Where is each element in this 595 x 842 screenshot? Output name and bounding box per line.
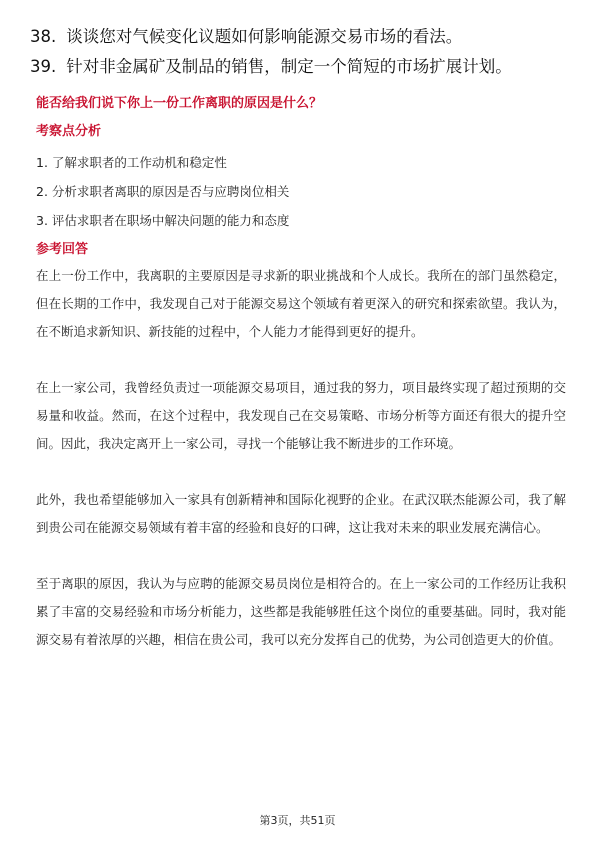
analysis-point: 1. 了解求职者的工作动机和稳定性 bbox=[36, 155, 227, 170]
list-item bbox=[30, 22, 570, 52]
question-number: 39. bbox=[30, 57, 57, 76]
question-list bbox=[30, 22, 570, 82]
reference-answer bbox=[36, 262, 566, 654]
page-number: 第3页，共51页 bbox=[259, 814, 336, 827]
answer-paragraph: 至于离职的原因，我认为与应聘的能源交易员岗位是相符合的。在上一家公司的工作经历让我积累了丰富的交易经验和市场分析能力，这些都是我能够胜任这个岗位的重要基础。同时，我对能源交易有着浓厚的兴趣，相信在贵公司，我可以充分发挥自己的优势，为公司创造更大的价值。 bbox=[36, 576, 566, 647]
answer-paragraph: 在上一家公司，我曾经负责过一项能源交易项目，通过我的努力，项目最终实现了超过预期的交易量和收益。然而，在这个过程中，我发现自己在交易策略、市场分析等方面还有很大的提升空间。因此，我决定离开上一家公司，寻找一个能够让我不断进步的工作环境。 bbox=[36, 380, 566, 451]
answer-paragraph: 此外，我也希望能够加入一家具有创新精神和国际化视野的企业。在武汉联杰能源公司，我了解到贵公司在能源交易领域有着丰富的经验和良好的口碑，这让我对未来的职业发展充满信心。 bbox=[36, 492, 566, 535]
question-text: 谈谈您对气候变化议题如何影响能源交易市场的看法。 bbox=[66, 27, 463, 46]
question-text: 针对非金属矿及制品的销售，制定一个简短的市场扩展计划。 bbox=[66, 57, 512, 76]
reference-heading: 参考回答 bbox=[36, 242, 89, 257]
analysis-point: 3. 评估求职者在职场中解决问题的能力和态度 bbox=[36, 213, 290, 228]
main-question: 能否给我们说下你上一份工作离职的原因是什么？ bbox=[36, 96, 323, 111]
answer-paragraph: 在上一份工作中，我离职的主要原因是寻求新的职业挑战和个人成长。我所在的部门虽然稳定，但在长期的工作中，我发现自己对于能源交易这个领域有着更深入的研究和探索欲望。我认为，在不断追求新知识、新技能的过程中，个人能力才能得到更好的提升。 bbox=[36, 268, 566, 339]
analysis-points bbox=[36, 148, 566, 235]
list-item bbox=[30, 52, 570, 82]
analysis-heading: 考察点分析 bbox=[36, 124, 102, 139]
question-number: 38. bbox=[30, 27, 57, 46]
analysis-point: 2. 分析求职者离职的原因是否与应聘岗位相关 bbox=[36, 184, 290, 199]
